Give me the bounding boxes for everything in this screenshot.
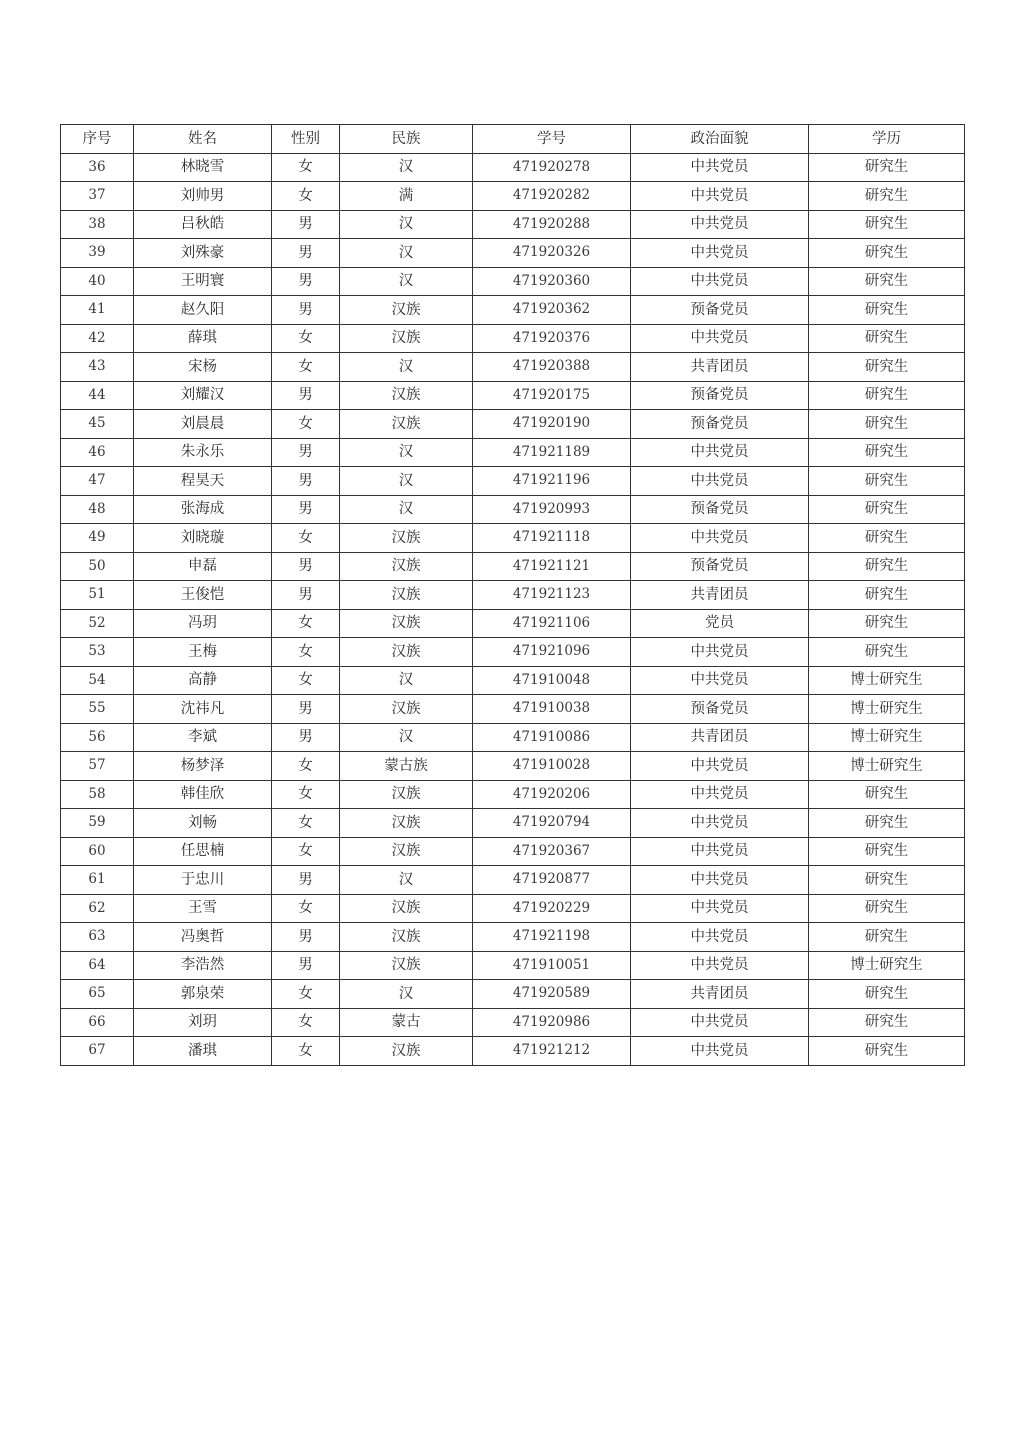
cell-gender: 女 bbox=[272, 410, 340, 439]
cell-political-status: 中共党员 bbox=[631, 324, 809, 353]
cell-name: 冯奥哲 bbox=[134, 923, 272, 952]
cell-index: 53 bbox=[61, 638, 134, 667]
cell-degree: 研究生 bbox=[809, 495, 965, 524]
cell-name: 刘晓璇 bbox=[134, 524, 272, 553]
table-row bbox=[61, 1037, 965, 1066]
cell-degree: 研究生 bbox=[809, 980, 965, 1009]
cell-index: 61 bbox=[61, 866, 134, 895]
cell-political-status: 共青团员 bbox=[631, 980, 809, 1009]
cell-political-status: 中共党员 bbox=[631, 752, 809, 781]
cell-ethnicity: 汉族 bbox=[340, 837, 473, 866]
cell-gender: 男 bbox=[272, 495, 340, 524]
cell-student-id: 471910086 bbox=[473, 723, 631, 752]
cell-student-id: 471910048 bbox=[473, 666, 631, 695]
cell-degree: 研究生 bbox=[809, 324, 965, 353]
cell-student-id: 471920877 bbox=[473, 866, 631, 895]
cell-student-id: 471920376 bbox=[473, 324, 631, 353]
cell-ethnicity: 汉 bbox=[340, 723, 473, 752]
cell-index: 65 bbox=[61, 980, 134, 1009]
cell-index: 59 bbox=[61, 809, 134, 838]
cell-ethnicity: 汉族 bbox=[340, 552, 473, 581]
table-row bbox=[61, 951, 965, 980]
cell-degree: 研究生 bbox=[809, 267, 965, 296]
cell-ethnicity: 汉族 bbox=[340, 581, 473, 610]
cell-political-status: 中共党员 bbox=[631, 438, 809, 467]
cell-name: 李浩然 bbox=[134, 951, 272, 980]
cell-political-status: 中共党员 bbox=[631, 467, 809, 496]
cell-student-id: 471920190 bbox=[473, 410, 631, 439]
cell-index: 51 bbox=[61, 581, 134, 610]
cell-index: 45 bbox=[61, 410, 134, 439]
cell-degree: 研究生 bbox=[809, 353, 965, 382]
header-gender: 性别 bbox=[272, 125, 340, 154]
cell-index: 67 bbox=[61, 1037, 134, 1066]
cell-political-status: 中共党员 bbox=[631, 267, 809, 296]
cell-student-id: 471921118 bbox=[473, 524, 631, 553]
table-row bbox=[61, 980, 965, 1009]
cell-student-id: 471920589 bbox=[473, 980, 631, 1009]
cell-name: 薛琪 bbox=[134, 324, 272, 353]
cell-political-status: 预备党员 bbox=[631, 296, 809, 325]
cell-degree: 研究生 bbox=[809, 381, 965, 410]
cell-degree: 博士研究生 bbox=[809, 752, 965, 781]
cell-index: 40 bbox=[61, 267, 134, 296]
cell-gender: 女 bbox=[272, 638, 340, 667]
cell-student-id: 471921106 bbox=[473, 609, 631, 638]
cell-gender: 男 bbox=[272, 239, 340, 268]
cell-gender: 女 bbox=[272, 809, 340, 838]
cell-ethnicity: 汉 bbox=[340, 980, 473, 1009]
cell-gender: 男 bbox=[272, 296, 340, 325]
cell-index: 46 bbox=[61, 438, 134, 467]
cell-political-status: 中共党员 bbox=[631, 638, 809, 667]
cell-degree: 研究生 bbox=[809, 638, 965, 667]
cell-ethnicity: 汉 bbox=[340, 153, 473, 182]
cell-student-id: 471920794 bbox=[473, 809, 631, 838]
cell-political-status: 中共党员 bbox=[631, 666, 809, 695]
cell-index: 39 bbox=[61, 239, 134, 268]
cell-ethnicity: 汉 bbox=[340, 495, 473, 524]
cell-political-status: 预备党员 bbox=[631, 410, 809, 439]
cell-ethnicity: 汉族 bbox=[340, 1037, 473, 1066]
cell-gender: 女 bbox=[272, 182, 340, 211]
cell-gender: 女 bbox=[272, 609, 340, 638]
cell-degree: 研究生 bbox=[809, 239, 965, 268]
student-roster-table bbox=[60, 124, 965, 1066]
table-row bbox=[61, 524, 965, 553]
cell-name: 刘殊豪 bbox=[134, 239, 272, 268]
cell-political-status: 中共党员 bbox=[631, 210, 809, 239]
table-row bbox=[61, 866, 965, 895]
cell-ethnicity: 汉族 bbox=[340, 695, 473, 724]
cell-political-status: 中共党员 bbox=[631, 182, 809, 211]
cell-degree: 研究生 bbox=[809, 609, 965, 638]
cell-political-status: 共青团员 bbox=[631, 723, 809, 752]
cell-index: 55 bbox=[61, 695, 134, 724]
cell-degree: 研究生 bbox=[809, 1008, 965, 1037]
cell-political-status: 中共党员 bbox=[631, 1008, 809, 1037]
cell-ethnicity: 汉 bbox=[340, 438, 473, 467]
cell-gender: 男 bbox=[272, 210, 340, 239]
table-row bbox=[61, 809, 965, 838]
cell-political-status: 预备党员 bbox=[631, 495, 809, 524]
cell-political-status: 预备党员 bbox=[631, 552, 809, 581]
cell-degree: 研究生 bbox=[809, 296, 965, 325]
cell-political-status: 中共党员 bbox=[631, 837, 809, 866]
table-row bbox=[61, 381, 965, 410]
cell-political-status: 共青团员 bbox=[631, 581, 809, 610]
cell-gender: 女 bbox=[272, 780, 340, 809]
cell-index: 43 bbox=[61, 353, 134, 382]
cell-gender: 女 bbox=[272, 1037, 340, 1066]
cell-student-id: 471921198 bbox=[473, 923, 631, 952]
cell-name: 刘晨晨 bbox=[134, 410, 272, 439]
cell-student-id: 471920282 bbox=[473, 182, 631, 211]
cell-ethnicity: 汉族 bbox=[340, 809, 473, 838]
cell-political-status: 中共党员 bbox=[631, 239, 809, 268]
cell-ethnicity: 汉 bbox=[340, 666, 473, 695]
cell-index: 36 bbox=[61, 153, 134, 182]
cell-gender: 男 bbox=[272, 951, 340, 980]
cell-index: 66 bbox=[61, 1008, 134, 1037]
cell-gender: 男 bbox=[272, 723, 340, 752]
header-political-status: 政治面貌 bbox=[631, 125, 809, 154]
cell-index: 41 bbox=[61, 296, 134, 325]
table-row bbox=[61, 638, 965, 667]
cell-political-status: 中共党员 bbox=[631, 923, 809, 952]
cell-gender: 男 bbox=[272, 552, 340, 581]
cell-name: 杨梦泽 bbox=[134, 752, 272, 781]
cell-student-id: 471920986 bbox=[473, 1008, 631, 1037]
cell-degree: 研究生 bbox=[809, 524, 965, 553]
cell-political-status: 党员 bbox=[631, 609, 809, 638]
cell-name: 吕秋皓 bbox=[134, 210, 272, 239]
cell-name: 王俊恺 bbox=[134, 581, 272, 610]
cell-student-id: 471920388 bbox=[473, 353, 631, 382]
cell-political-status: 中共党员 bbox=[631, 1037, 809, 1066]
cell-gender: 男 bbox=[272, 267, 340, 296]
cell-student-id: 471921123 bbox=[473, 581, 631, 610]
cell-student-id: 471920360 bbox=[473, 267, 631, 296]
cell-index: 56 bbox=[61, 723, 134, 752]
cell-degree: 研究生 bbox=[809, 210, 965, 239]
cell-name: 李斌 bbox=[134, 723, 272, 752]
cell-student-id: 471920367 bbox=[473, 837, 631, 866]
table-row bbox=[61, 467, 965, 496]
cell-name: 程昊天 bbox=[134, 467, 272, 496]
cell-name: 任思楠 bbox=[134, 837, 272, 866]
cell-index: 37 bbox=[61, 182, 134, 211]
table-row bbox=[61, 353, 965, 382]
cell-index: 64 bbox=[61, 951, 134, 980]
cell-name: 张海成 bbox=[134, 495, 272, 524]
cell-name: 申磊 bbox=[134, 552, 272, 581]
cell-gender: 女 bbox=[272, 666, 340, 695]
cell-political-status: 共青团员 bbox=[631, 353, 809, 382]
cell-ethnicity: 汉族 bbox=[340, 524, 473, 553]
cell-name: 宋杨 bbox=[134, 353, 272, 382]
cell-ethnicity: 汉族 bbox=[340, 381, 473, 410]
cell-index: 42 bbox=[61, 324, 134, 353]
cell-gender: 女 bbox=[272, 1008, 340, 1037]
cell-name: 韩佳欣 bbox=[134, 780, 272, 809]
table-row bbox=[61, 837, 965, 866]
table-row bbox=[61, 324, 965, 353]
cell-gender: 女 bbox=[272, 524, 340, 553]
cell-student-id: 471920206 bbox=[473, 780, 631, 809]
cell-ethnicity: 汉 bbox=[340, 353, 473, 382]
cell-gender: 女 bbox=[272, 324, 340, 353]
cell-ethnicity: 汉族 bbox=[340, 951, 473, 980]
cell-name: 王明寰 bbox=[134, 267, 272, 296]
cell-name: 高静 bbox=[134, 666, 272, 695]
cell-political-status: 中共党员 bbox=[631, 524, 809, 553]
cell-ethnicity: 汉族 bbox=[340, 324, 473, 353]
table-row bbox=[61, 239, 965, 268]
cell-gender: 女 bbox=[272, 980, 340, 1009]
table-row bbox=[61, 495, 965, 524]
cell-gender: 女 bbox=[272, 353, 340, 382]
cell-ethnicity: 汉族 bbox=[340, 780, 473, 809]
cell-degree: 研究生 bbox=[809, 438, 965, 467]
cell-degree: 研究生 bbox=[809, 581, 965, 610]
cell-student-id: 471910028 bbox=[473, 752, 631, 781]
cell-student-id: 471921189 bbox=[473, 438, 631, 467]
cell-student-id: 471920278 bbox=[473, 153, 631, 182]
cell-index: 50 bbox=[61, 552, 134, 581]
cell-political-status: 中共党员 bbox=[631, 894, 809, 923]
header-name: 姓名 bbox=[134, 125, 272, 154]
cell-ethnicity: 汉 bbox=[340, 239, 473, 268]
cell-index: 58 bbox=[61, 780, 134, 809]
cell-student-id: 471920993 bbox=[473, 495, 631, 524]
header-row bbox=[61, 125, 965, 154]
cell-student-id: 471921121 bbox=[473, 552, 631, 581]
cell-name: 王雪 bbox=[134, 894, 272, 923]
table-row bbox=[61, 438, 965, 467]
cell-index: 44 bbox=[61, 381, 134, 410]
cell-degree: 博士研究生 bbox=[809, 951, 965, 980]
cell-ethnicity: 蒙古 bbox=[340, 1008, 473, 1037]
table-row bbox=[61, 153, 965, 182]
table-row bbox=[61, 780, 965, 809]
table-row bbox=[61, 695, 965, 724]
cell-index: 49 bbox=[61, 524, 134, 553]
cell-gender: 男 bbox=[272, 467, 340, 496]
header-student-id: 学号 bbox=[473, 125, 631, 154]
table-row bbox=[61, 1008, 965, 1037]
cell-gender: 女 bbox=[272, 894, 340, 923]
cell-political-status: 中共党员 bbox=[631, 153, 809, 182]
cell-name: 王梅 bbox=[134, 638, 272, 667]
cell-gender: 女 bbox=[272, 153, 340, 182]
cell-ethnicity: 汉族 bbox=[340, 638, 473, 667]
table-row bbox=[61, 666, 965, 695]
cell-ethnicity: 蒙古族 bbox=[340, 752, 473, 781]
header-index: 序号 bbox=[61, 125, 134, 154]
table-row bbox=[61, 752, 965, 781]
cell-name: 朱永乐 bbox=[134, 438, 272, 467]
cell-ethnicity: 汉族 bbox=[340, 609, 473, 638]
cell-political-status: 中共党员 bbox=[631, 809, 809, 838]
cell-political-status: 预备党员 bbox=[631, 695, 809, 724]
cell-student-id: 471920288 bbox=[473, 210, 631, 239]
cell-index: 52 bbox=[61, 609, 134, 638]
header-degree: 学历 bbox=[809, 125, 965, 154]
table-row bbox=[61, 182, 965, 211]
cell-name: 林晓雪 bbox=[134, 153, 272, 182]
cell-student-id: 471920175 bbox=[473, 381, 631, 410]
cell-student-id: 471910038 bbox=[473, 695, 631, 724]
cell-name: 刘玥 bbox=[134, 1008, 272, 1037]
cell-ethnicity: 汉族 bbox=[340, 296, 473, 325]
cell-gender: 女 bbox=[272, 752, 340, 781]
cell-student-id: 471910051 bbox=[473, 951, 631, 980]
cell-student-id: 471920326 bbox=[473, 239, 631, 268]
cell-index: 54 bbox=[61, 666, 134, 695]
cell-degree: 研究生 bbox=[809, 894, 965, 923]
table-row bbox=[61, 296, 965, 325]
cell-name: 潘琪 bbox=[134, 1037, 272, 1066]
cell-name: 刘畅 bbox=[134, 809, 272, 838]
table-row bbox=[61, 894, 965, 923]
cell-degree: 研究生 bbox=[809, 467, 965, 496]
table-header bbox=[61, 125, 965, 154]
cell-gender: 男 bbox=[272, 923, 340, 952]
cell-name: 于忠川 bbox=[134, 866, 272, 895]
cell-index: 38 bbox=[61, 210, 134, 239]
cell-ethnicity: 汉族 bbox=[340, 410, 473, 439]
table-row bbox=[61, 609, 965, 638]
cell-index: 48 bbox=[61, 495, 134, 524]
table-row bbox=[61, 581, 965, 610]
cell-name: 赵久阳 bbox=[134, 296, 272, 325]
cell-index: 62 bbox=[61, 894, 134, 923]
cell-degree: 研究生 bbox=[809, 923, 965, 952]
cell-degree: 研究生 bbox=[809, 780, 965, 809]
cell-political-status: 中共党员 bbox=[631, 951, 809, 980]
cell-name: 郭泉荣 bbox=[134, 980, 272, 1009]
cell-name: 刘帅男 bbox=[134, 182, 272, 211]
cell-name: 冯玥 bbox=[134, 609, 272, 638]
cell-name: 沈祎凡 bbox=[134, 695, 272, 724]
cell-index: 57 bbox=[61, 752, 134, 781]
cell-index: 60 bbox=[61, 837, 134, 866]
cell-name: 刘耀汉 bbox=[134, 381, 272, 410]
cell-ethnicity: 满 bbox=[340, 182, 473, 211]
cell-degree: 博士研究生 bbox=[809, 666, 965, 695]
cell-political-status: 预备党员 bbox=[631, 381, 809, 410]
cell-gender: 女 bbox=[272, 837, 340, 866]
cell-degree: 研究生 bbox=[809, 1037, 965, 1066]
cell-gender: 男 bbox=[272, 381, 340, 410]
table-row bbox=[61, 723, 965, 752]
cell-student-id: 471921096 bbox=[473, 638, 631, 667]
cell-student-id: 471921212 bbox=[473, 1037, 631, 1066]
cell-gender: 男 bbox=[272, 438, 340, 467]
cell-index: 63 bbox=[61, 923, 134, 952]
cell-degree: 研究生 bbox=[809, 866, 965, 895]
cell-degree: 研究生 bbox=[809, 182, 965, 211]
cell-gender: 男 bbox=[272, 695, 340, 724]
table-row bbox=[61, 410, 965, 439]
table-row bbox=[61, 210, 965, 239]
cell-degree: 研究生 bbox=[809, 552, 965, 581]
cell-degree: 研究生 bbox=[809, 809, 965, 838]
cell-degree: 研究生 bbox=[809, 153, 965, 182]
cell-political-status: 中共党员 bbox=[631, 866, 809, 895]
cell-ethnicity: 汉 bbox=[340, 467, 473, 496]
cell-degree: 博士研究生 bbox=[809, 695, 965, 724]
table-row bbox=[61, 923, 965, 952]
cell-student-id: 471920229 bbox=[473, 894, 631, 923]
cell-ethnicity: 汉 bbox=[340, 210, 473, 239]
cell-gender: 男 bbox=[272, 866, 340, 895]
cell-ethnicity: 汉族 bbox=[340, 894, 473, 923]
cell-index: 47 bbox=[61, 467, 134, 496]
table-body bbox=[61, 153, 965, 1065]
cell-ethnicity: 汉 bbox=[340, 866, 473, 895]
cell-political-status: 中共党员 bbox=[631, 780, 809, 809]
table-row bbox=[61, 267, 965, 296]
cell-degree: 研究生 bbox=[809, 837, 965, 866]
cell-degree: 博士研究生 bbox=[809, 723, 965, 752]
cell-degree: 研究生 bbox=[809, 410, 965, 439]
table-row bbox=[61, 552, 965, 581]
cell-student-id: 471920362 bbox=[473, 296, 631, 325]
cell-gender: 男 bbox=[272, 581, 340, 610]
cell-ethnicity: 汉族 bbox=[340, 923, 473, 952]
cell-ethnicity: 汉 bbox=[340, 267, 473, 296]
cell-student-id: 471921196 bbox=[473, 467, 631, 496]
header-ethnicity: 民族 bbox=[340, 125, 473, 154]
